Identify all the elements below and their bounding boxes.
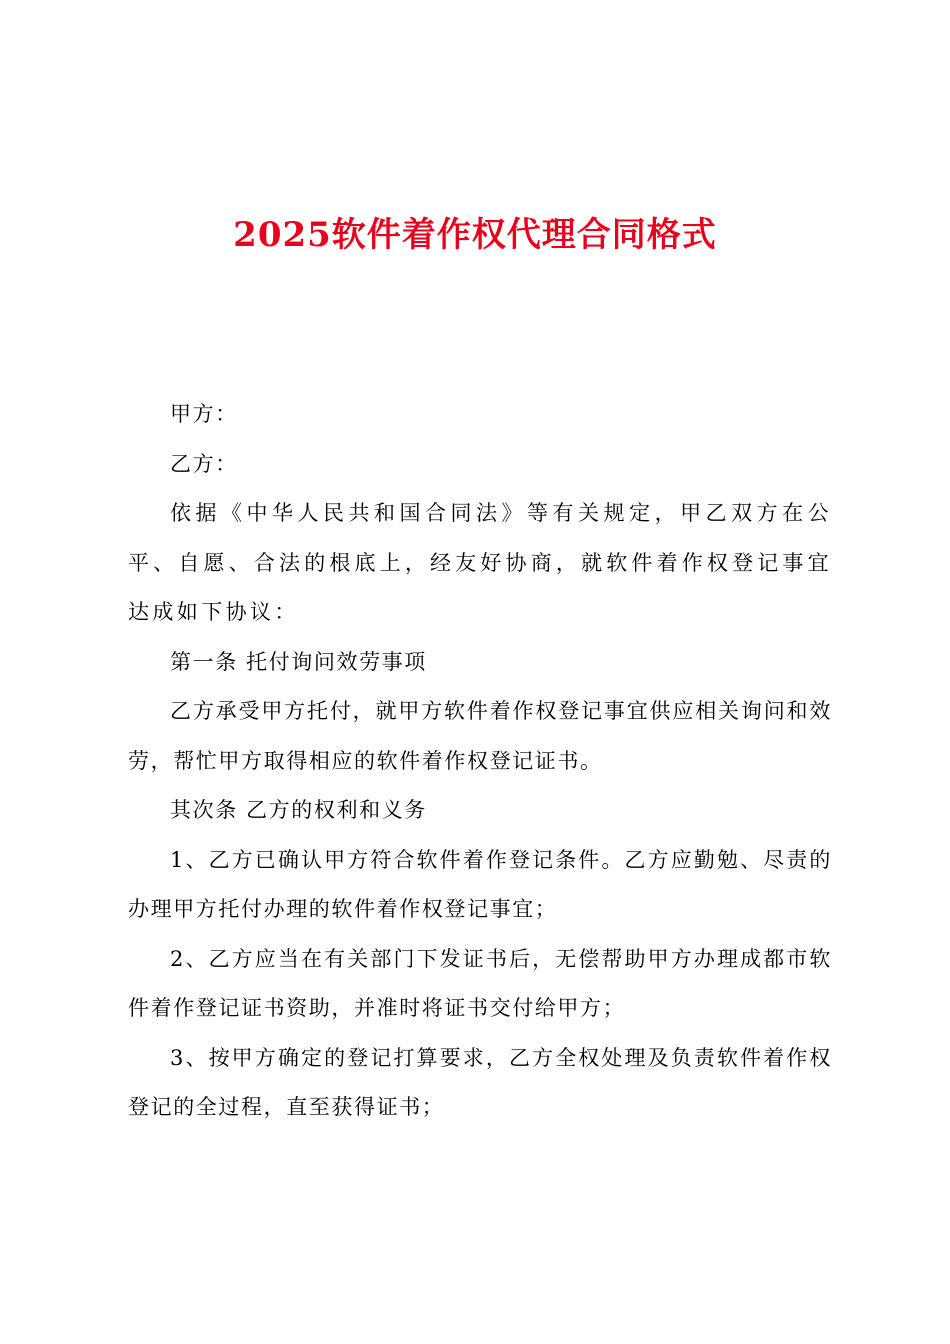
party-a-line: 甲方： (170, 402, 238, 426)
preamble-paragraph: 依据《中华人民共和国合同法》等有关规定，甲乙双方在公平、自愿、合法的根底上，经友好协商，就软件着作权登记事宜达成如下协议： (128, 501, 832, 624)
party-b-line: 乙方： (170, 451, 238, 476)
article-1-paragraph: 乙方承受甲方托付，就甲方软件着作权登记事宜供应相关询问和效劳，帮忙甲方取得相应的软件着作权登记证书。 (128, 699, 832, 773)
article-2-item-2: 2、乙方应当在有关部门下发证书后，无偿帮助甲方办理成都市软件着作登记证书资助，并准时将证书交付给甲方； (128, 946, 832, 1020)
document-body (128, 390, 832, 1133)
article-2-item-1: 1、乙方已确认甲方符合软件着作登记条件。乙方应勤勉、尽责的办理甲方托付办理的软件着作权登记事宜； (128, 847, 832, 921)
document-title: 2025软件着作权代理合同格式 (233, 215, 717, 255)
article-1-heading: 第一条 托付询问效劳事项 (170, 649, 427, 674)
article-2-heading: 其次条 乙方的权利和义务 (170, 798, 427, 822)
article-2-item-3: 3、按甲方确定的登记打算要求，乙方全权处理及负责软件着作权登记的全过程，直至获得证书； (128, 1045, 832, 1119)
